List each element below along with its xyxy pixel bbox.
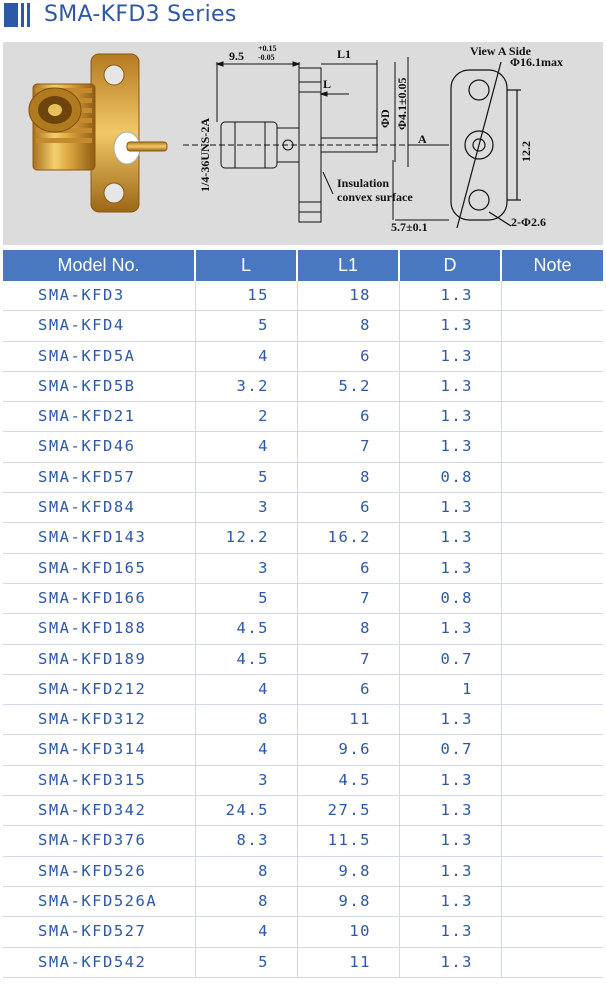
- cell-note: [502, 463, 603, 492]
- cell-model: SMA-KFD166: [3, 584, 196, 613]
- connector-photo: [29, 54, 167, 212]
- cell-d: 0.7: [400, 645, 502, 674]
- cell-note: [502, 887, 603, 916]
- table-row: [3, 948, 603, 978]
- cell-model: SMA-KFD5B: [3, 372, 196, 401]
- cell-note: [502, 857, 603, 886]
- cell-model: SMA-KFD212: [3, 675, 196, 704]
- dim-tolerance-upper: +0.15: [258, 44, 277, 53]
- cell-note: [502, 735, 603, 764]
- cell-d: 0.8: [400, 463, 502, 492]
- cell-note: [502, 705, 603, 734]
- cell-l: 8: [196, 705, 298, 734]
- cell-l: 8: [196, 857, 298, 886]
- cell-l1: 9.8: [298, 887, 400, 916]
- table-row: [3, 281, 603, 311]
- dim-holes-label: 2-Φ2.6: [511, 215, 546, 229]
- header-model: Model No.: [3, 250, 196, 281]
- table-row: [3, 705, 603, 735]
- dim-l-label: L: [323, 77, 332, 91]
- cell-d: 1.3: [400, 887, 502, 916]
- cell-l: 8.3: [196, 826, 298, 855]
- header-d: D: [400, 250, 502, 281]
- cell-l1: 11.5: [298, 826, 400, 855]
- cell-note: [502, 372, 603, 401]
- dim-dia16-label: Φ16.1max: [510, 55, 563, 69]
- cell-model: SMA-KFD21: [3, 402, 196, 431]
- cell-l: 5: [196, 311, 298, 340]
- cell-model: SMA-KFD188: [3, 614, 196, 643]
- cell-d: 1: [400, 675, 502, 704]
- cell-d: 1.3: [400, 432, 502, 461]
- table-row: [3, 432, 603, 462]
- cell-l1: 8: [298, 463, 400, 492]
- cell-l: 4: [196, 735, 298, 764]
- cell-model: SMA-KFD315: [3, 766, 196, 795]
- cell-note: [502, 493, 603, 522]
- cell-l: 15: [196, 281, 298, 310]
- cell-note: [502, 554, 603, 583]
- cell-l: 3: [196, 766, 298, 795]
- cell-l: 12.2: [196, 523, 298, 552]
- cell-d: 1.3: [400, 705, 502, 734]
- header-l1: L1: [298, 250, 400, 281]
- thread-spec-label: 1/4-36UNS-2A: [198, 118, 212, 192]
- cell-model: SMA-KFD526: [3, 857, 196, 886]
- cell-model: SMA-KFD376: [3, 826, 196, 855]
- cell-d: 0.7: [400, 735, 502, 764]
- cell-d: 1.3: [400, 766, 502, 795]
- cell-l1: 16.2: [298, 523, 400, 552]
- table-row: [3, 372, 603, 402]
- cell-note: [502, 796, 603, 825]
- insulation-label-line2: convex surface: [337, 190, 413, 204]
- table-body: [3, 281, 603, 978]
- cell-note: [502, 311, 603, 340]
- view-a-arrow-label: A: [418, 132, 427, 146]
- view-a-drawing: [451, 62, 521, 228]
- cell-d: 1.3: [400, 402, 502, 431]
- table-row: [3, 614, 603, 644]
- cell-model: SMA-KFD57: [3, 463, 196, 492]
- cell-d: 1.3: [400, 796, 502, 825]
- dim-12-2-label: 12.2: [519, 141, 533, 162]
- cell-d: 1.3: [400, 311, 502, 340]
- table-row: [3, 523, 603, 553]
- page-header: [0, 0, 606, 34]
- table-row: [3, 493, 603, 523]
- table-row: [3, 735, 603, 765]
- cell-d: 1.3: [400, 554, 502, 583]
- cell-note: [502, 342, 603, 371]
- cell-d: 1.3: [400, 523, 502, 552]
- cell-l: 24.5: [196, 796, 298, 825]
- dim-5-7-label: 5.7±0.1: [391, 220, 428, 234]
- dim-top-label: 9.5: [229, 49, 244, 63]
- cell-model: SMA-KFD46: [3, 432, 196, 461]
- cell-model: SMA-KFD189: [3, 645, 196, 674]
- cell-note: [502, 614, 603, 643]
- table-row: [3, 826, 603, 856]
- cell-model: SMA-KFD526A: [3, 887, 196, 916]
- cell-l: 2: [196, 402, 298, 431]
- cell-note: [502, 675, 603, 704]
- cell-l1: 11: [298, 948, 400, 977]
- table-row: [3, 796, 603, 826]
- cell-l: 4: [196, 675, 298, 704]
- spec-table: [3, 250, 603, 978]
- cell-l1: 7: [298, 645, 400, 674]
- cell-l: 8: [196, 887, 298, 916]
- cell-l1: 9.8: [298, 857, 400, 886]
- cell-l1: 8: [298, 614, 400, 643]
- cell-note: [502, 523, 603, 552]
- dim-dia41-label: Φ4.1±0.05: [395, 77, 409, 130]
- cell-note: [502, 432, 603, 461]
- cell-l1: 6: [298, 342, 400, 371]
- cell-d: 1.3: [400, 948, 502, 977]
- cell-l: 4: [196, 917, 298, 946]
- table-row: [3, 584, 603, 614]
- cell-note: [502, 645, 603, 674]
- cell-note: [502, 917, 603, 946]
- cell-l1: 7: [298, 584, 400, 613]
- cell-l1: 27.5: [298, 796, 400, 825]
- cell-d: 1.3: [400, 857, 502, 886]
- cell-model: SMA-KFD143: [3, 523, 196, 552]
- cell-l1: 6: [298, 675, 400, 704]
- technical-drawing: [3, 42, 603, 245]
- cell-d: 1.3: [400, 281, 502, 310]
- cell-note: [502, 948, 603, 977]
- cell-d: 1.3: [400, 342, 502, 371]
- cell-model: SMA-KFD84: [3, 493, 196, 522]
- cell-l1: 6: [298, 402, 400, 431]
- cell-model: SMA-KFD4: [3, 311, 196, 340]
- table-row: [3, 887, 603, 917]
- cell-note: [502, 826, 603, 855]
- cell-d: 1.3: [400, 614, 502, 643]
- dim-tolerance-lower: -0.05: [258, 53, 275, 62]
- title-accent-bars: [4, 3, 32, 27]
- cell-l1: 7: [298, 432, 400, 461]
- cell-l1: 4.5: [298, 766, 400, 795]
- table-row: [3, 463, 603, 493]
- dim-d-label: ΦD: [378, 109, 392, 128]
- cell-l: 5: [196, 948, 298, 977]
- table-row: [3, 402, 603, 432]
- cell-l1: 18: [298, 281, 400, 310]
- cell-note: [502, 584, 603, 613]
- cell-l: 3.2: [196, 372, 298, 401]
- cell-model: SMA-KFD312: [3, 705, 196, 734]
- cell-model: SMA-KFD3: [3, 281, 196, 310]
- cell-note: [502, 402, 603, 431]
- table-header-row: [3, 250, 603, 281]
- cell-l: 5: [196, 463, 298, 492]
- cell-note: [502, 281, 603, 310]
- cell-d: 1.3: [400, 372, 502, 401]
- product-figure-panel: [3, 42, 603, 245]
- header-note: Note: [533, 255, 572, 275]
- cell-model: SMA-KFD314: [3, 735, 196, 764]
- table-row: [3, 342, 603, 372]
- cell-l: 5: [196, 584, 298, 613]
- cell-l: 3: [196, 493, 298, 522]
- cell-d: 1.3: [400, 826, 502, 855]
- header-l: L: [196, 250, 298, 281]
- cell-l: 4: [196, 342, 298, 371]
- table-row: [3, 857, 603, 887]
- table-row: [3, 917, 603, 947]
- cell-l1: 10: [298, 917, 400, 946]
- insulation-label-line1: Insulation: [337, 176, 390, 190]
- table-row: [3, 554, 603, 584]
- cell-model: SMA-KFD542: [3, 948, 196, 977]
- cell-d: 1.3: [400, 917, 502, 946]
- cell-l: 3: [196, 554, 298, 583]
- view-a-side-label: View A Side: [470, 44, 531, 58]
- cell-note: [502, 766, 603, 795]
- cell-model: SMA-KFD527: [3, 917, 196, 946]
- table-row: [3, 311, 603, 341]
- cell-l: 4.5: [196, 645, 298, 674]
- dim-l1-label: L1: [337, 47, 352, 61]
- cell-l1: 9.6: [298, 735, 400, 764]
- cell-d: 1.3: [400, 493, 502, 522]
- cell-l: 4: [196, 432, 298, 461]
- table-row: [3, 645, 603, 675]
- cell-model: SMA-KFD342: [3, 796, 196, 825]
- cell-l1: 6: [298, 493, 400, 522]
- cell-l1: 5.2: [298, 372, 400, 401]
- table-row: [3, 675, 603, 705]
- cell-l: 4.5: [196, 614, 298, 643]
- cell-l1: 8: [298, 311, 400, 340]
- cell-d: 0.8: [400, 584, 502, 613]
- page-title: SMA-KFD3 Series: [44, 2, 237, 27]
- cell-l1: 6: [298, 554, 400, 583]
- table-row: [3, 766, 603, 796]
- cell-model: SMA-KFD5A: [3, 342, 196, 371]
- cell-model: SMA-KFD165: [3, 554, 196, 583]
- cell-l1: 11: [298, 705, 400, 734]
